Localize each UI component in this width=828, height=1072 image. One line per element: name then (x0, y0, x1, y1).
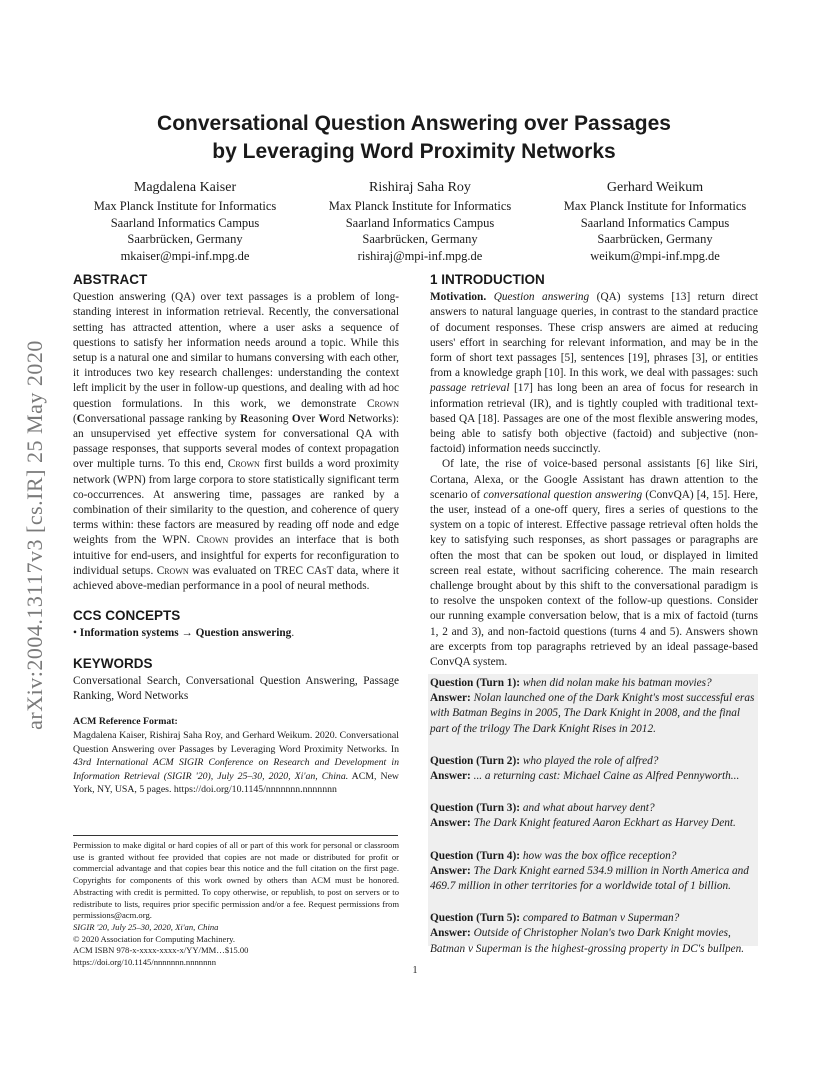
author-email: rishiraj@mpi-inf.mpg.de (357, 248, 483, 263)
left-column (73, 272, 399, 797)
author-affiliation: Max Planck Institute for Informatics (563, 199, 747, 213)
copyright-line: © 2020 Association for Computing Machinery. (73, 933, 236, 944)
author-name: Rishiraj Saha Roy (369, 180, 471, 195)
title-line-1: Conversational Question Answering over Passages (157, 112, 671, 135)
ccs-concepts: • Information systems → Question answering. (73, 627, 295, 640)
keywords-heading: KEYWORDS (73, 655, 153, 671)
abstract-text: Question answering (QA) over text passages is a problem of long-standing interest in information retrieval. Recently, the conversational setting has attracted attention, where a user asks a sequence of questions to satisfy her information needs around a topic. While this setup is a natural one and similar to humans conversing with each other, it introduces two key research challenges: understanding the context left implicit by the user in follow-up questions, and dealing with ad hoc question formulations. In this work, we demonstrate Crown (Conversational passage ranking by Reasoning Over Word Networks): an unsupervised yet effective system for conversational QA with passage responses, that supports several modes of context propagation over multiple turns. To this end, Crown first builds a word proximity network (WPN) from large corpora to store statistically significant term co-occurrences. At answering time, passages are ranked by a combination of their similarity to the question, and coherence of query terms within: these factors are measured by reading off node and edge weights from the WPN. Crown provides an interface that is both intuitive for end-users, and insightful for experts for reconfiguration to individual setups. Crown was evaluated on TREC CAsT data, where it achieved above-median performance in a pool of neural methods. (73, 291, 400, 593)
arxiv-sidebar (10, 285, 60, 785)
author-campus: Saarland Informatics Campus (110, 215, 260, 230)
intro-paragraph-1: Motivation. Question answering (QA) systems [13] return direct answers to natural language queries, in contrast to the standard practice of document responses. These crisp answers are aimed at reducing users' effort in searching for relevant information, and may be in the form of short text passages [5], sentences [19], phrases [3], or entities from a knowledge graph [10]. In this work, we deal with passages: such passage retrieval [17] has long been an area of focus for research in information retrieval (IR), and is tightly coupled with traditional text-based QA [18]. Passages are one of the most flexible answering modes, being able to satisfy both objective (factoid) and subjective (non-factoid) information needs succinctly. (430, 291, 758, 456)
author-email: mkaiser@mpi-inf.mpg.de (120, 248, 250, 263)
conversation-turn: Question (Turn 5): compared to Batman v Superman? Answer: Outside of Christopher Nolan's two Dark Knight movies, Batman v Superman is the highest-grossing property in DC's bullpen. (430, 912, 745, 955)
abstract-heading: ABSTRACT (73, 272, 148, 287)
author-2 (310, 178, 530, 264)
conference-info: SIGIR '20, July 25–30, 2020, Xi'an, China (73, 921, 219, 932)
title-line-2: by Leveraging Word Proximity Networks (212, 140, 616, 163)
acm-reference-heading: ACM Reference Format: (73, 716, 178, 728)
paper-title (100, 110, 728, 166)
arxiv-identifier: arXiv:2004.13117v3 [cs.IR] 25 May 2020 (22, 340, 47, 730)
author-name: Magdalena Kaiser (133, 180, 237, 195)
keywords-text: Conversational Search, Conversational Question Answering, Passage Ranking, Word Networks (73, 674, 399, 703)
permission-notice (73, 840, 399, 969)
author-campus: Saarland Informatics Campus (345, 215, 495, 230)
author-city: Saarbrücken, Germany (127, 232, 243, 246)
conversation-turn: Question (Turn 1): when did nolan make his batman movies? Answer: Nolan launched one of the Dark Knight's most successful eras with Batman Begins in 2005, The Dark Knight in 2008, and the final part of the trilogy The Dark Knight Rises in 2012. (430, 677, 755, 735)
author-1 (75, 178, 295, 264)
right-column (430, 272, 758, 670)
conversation-turn: Question (Turn 4): how was the box office reception? Answer: The Dark Knight earned 534.9 million in North America and 469.7 million in other territories for a worldwide total of 1 billion. (430, 849, 749, 893)
author-city: Saarbrücken, Germany (597, 232, 713, 246)
intro-paragraph-2: Of late, the rise of voice-based personal assistants [6] like Siri, Cortana, Alexa, or the Google Assistant has drawn attention to the scenario of conversational question answering (ConvQA) [4, 15]. Here, the user, instead of a one-off query, fires a series of questions to the system on a topic of interest. Effective passage retrieval often holds the key to satisfying such responses, as short passages or paragraphs are often the most that can be spoken out loud, or displayed in limited screen real estate, without sacrificing coherence. The main research challenge brought about by this shift to the conversational paradigm is to resolve the unspoken context of the follow-up questions. Consider our running example conversation below, that is a mix of factoid (turns 1, 2 and 3), and non-factoid questions (turns 4 and 5). Answers shown are excerpts from top paragraphs retrieved by an ideal passage-based ConvQA system. (430, 458, 758, 669)
author-affiliation: Max Planck Institute for Informatics (328, 199, 512, 213)
author-campus: Saarland Informatics Campus (580, 215, 730, 230)
conversation-example (430, 676, 758, 974)
author-email: weikum@mpi-inf.mpg.de (590, 248, 720, 263)
author-affiliation: Max Planck Institute for Informatics (93, 199, 277, 213)
conversation-turn: Question (Turn 3): and what about harvey dent? Answer: The Dark Knight featured Aaron Eckhart as Harvey Dent. (430, 802, 736, 830)
author-3 (545, 178, 765, 264)
author-city: Saarbrücken, Germany (362, 232, 478, 246)
doi-line: https://doi.org/10.1145/nnnnnnn.nnnnnnn (73, 957, 216, 968)
acm-reference-text: Magdalena Kaiser, Rishiraj Saha Roy, and Gerhard Weikum. 2020. Conversational Question Answering over Passages by Leveraging Word Proximity Networks. In 43rd International ACM SIGIR Conference on Research and Development in Information Retrieval (SIGIR '20), July 25–30, 2020, Xi'an, China. ACM, New York, NY, USA, 5 pages. https://doi.org/10.1145/nnnnnnn.nnnnnnn (73, 730, 399, 796)
conversation-turn: Question (Turn 2): who played the role of alfred? Answer: ... a returning cast: Michael Caine as Alfred Pennyworth... (430, 754, 740, 783)
isbn-line: ACM ISBN 978-x-xxxx-xxxx-x/YY/MM…$15.00 (73, 945, 249, 956)
introduction-heading: 1 INTRODUCTION (430, 272, 545, 287)
permission-text: Permission to make digital or hard copies of all or part of this work for personal or classroom use is granted without fee provided that copies are not made or distributed for profit or commercial advantage and that copies bear this notice and the full citation on the first page. Copyrights for components of this work owned by others than ACM must be honored. Abstracting with credit is permitted. To copy otherwise, or republish, to post on servers or to redistribute to lists, requires prior specific permission and/or a fee. Request permissions from permissions@acm.org. (73, 840, 399, 921)
author-name: Gerhard Weikum (606, 180, 704, 195)
author-block (75, 178, 765, 264)
footnote-divider (73, 835, 398, 836)
page-number: 1 (412, 965, 418, 976)
ccs-heading: CCS CONCEPTS (73, 608, 181, 624)
